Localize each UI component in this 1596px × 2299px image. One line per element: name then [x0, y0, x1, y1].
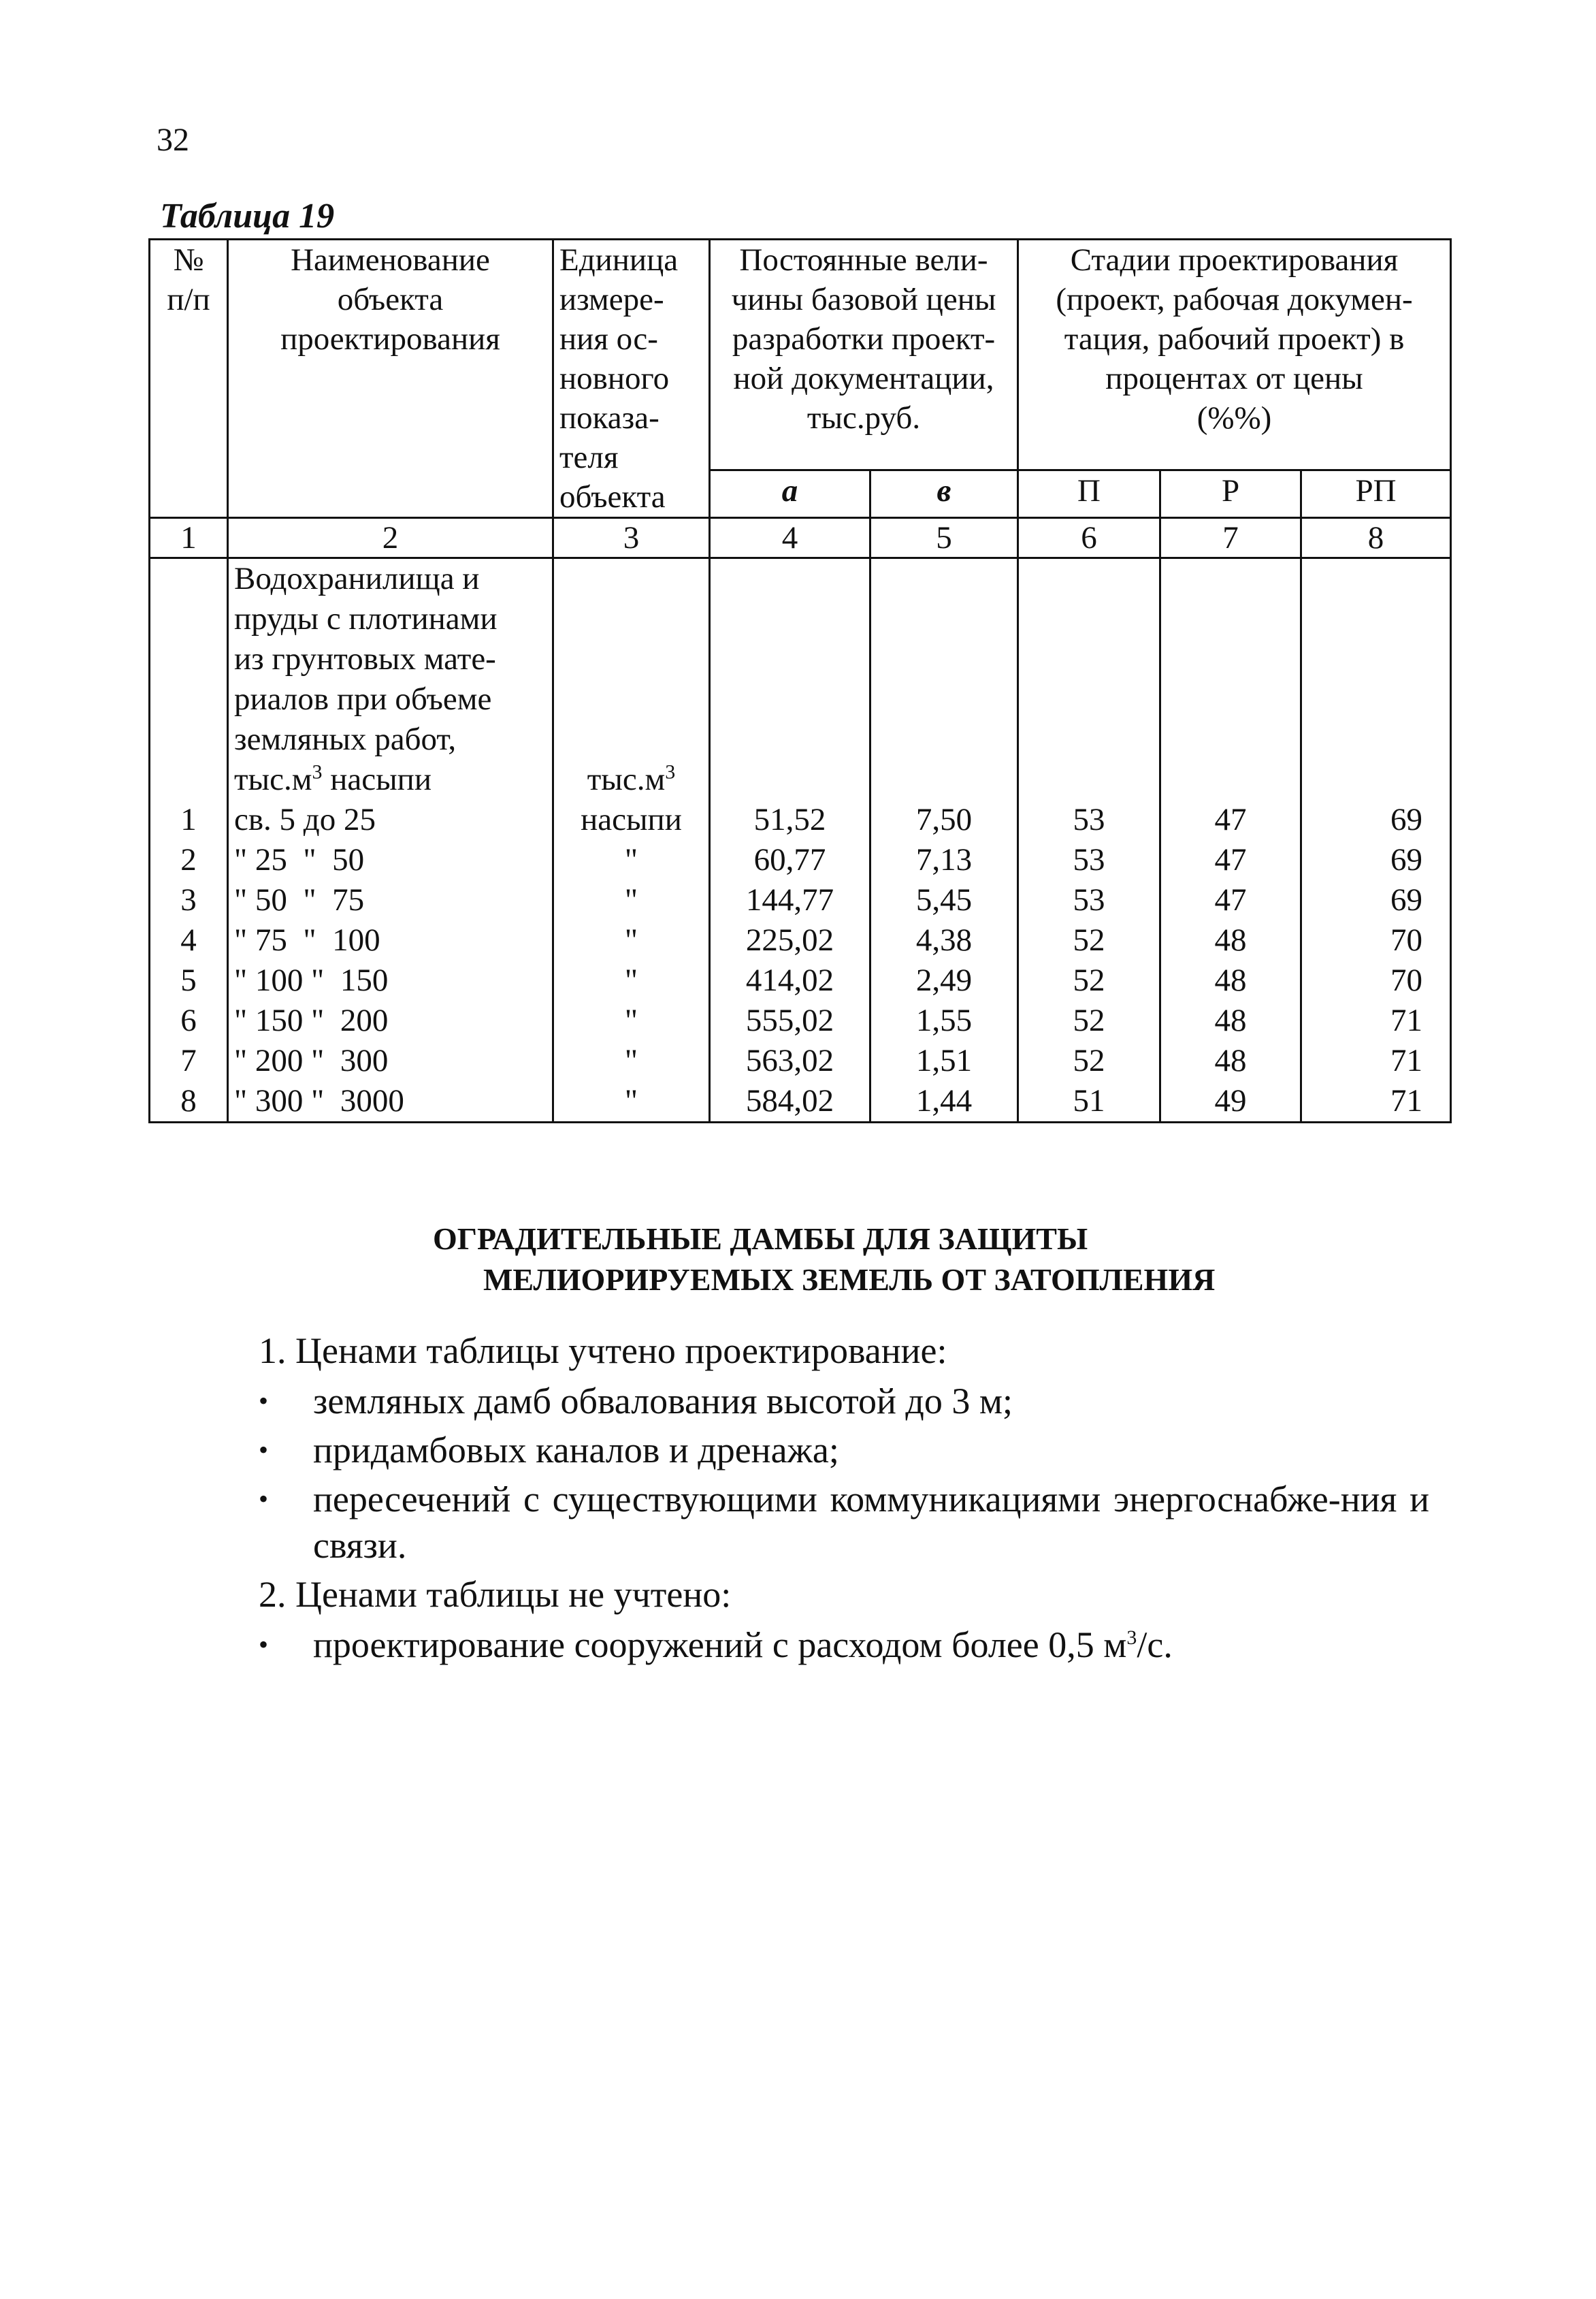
paragraph-2: 2. Ценами таблицы не учтено:	[259, 1574, 732, 1615]
bullet-item	[259, 1378, 1429, 1424]
blank-line	[559, 679, 703, 720]
group-description-line: Водохранилища и	[234, 561, 480, 596]
table-cell: 69	[1390, 802, 1423, 837]
header-stages-line: тация, рабочий проект) в	[1064, 321, 1405, 357]
price-table	[148, 238, 1452, 1123]
bullet-icon: •	[259, 1483, 269, 1514]
table-body-row	[150, 558, 1451, 1123]
header-sub-p: П	[1018, 470, 1160, 517]
table-cell: 2	[180, 842, 197, 878]
header-unit-line: новного	[559, 361, 670, 396]
table-cell: св. 5 до 25	[234, 802, 376, 837]
table-cell: 144,77	[745, 882, 834, 918]
blank-line	[1167, 720, 1294, 760]
blank-line	[156, 720, 221, 760]
col-name-cell	[228, 558, 553, 1123]
table-cell: 8	[180, 1083, 197, 1119]
header-stages-line: (проект, рабочая докумен-	[1056, 282, 1413, 317]
col-num-cell	[150, 558, 228, 1123]
blank-line	[1024, 679, 1154, 720]
blank-line	[1024, 760, 1154, 800]
table-cell: 563,02	[745, 1043, 834, 1078]
blank-line	[156, 599, 221, 639]
blank-line	[716, 559, 864, 599]
blank-line	[1307, 720, 1422, 760]
header-sub-a: а	[710, 470, 870, 517]
blank-line	[156, 760, 221, 800]
header-const-line: чины базовой цены	[731, 282, 996, 317]
table-cell: 53	[1073, 802, 1105, 837]
header-sub-rp: РП	[1301, 470, 1451, 517]
blank-line	[1307, 679, 1422, 720]
superscript: 3	[665, 760, 676, 784]
header-name	[228, 240, 553, 518]
col-number: 8	[1301, 518, 1451, 558]
table-cell: "	[624, 1043, 638, 1078]
bullet-icon: •	[259, 1629, 269, 1660]
table-cell: 70	[1390, 963, 1423, 998]
superscript: 3	[1126, 1626, 1137, 1649]
header-unit	[553, 240, 710, 518]
blank-line	[1307, 559, 1422, 599]
table-cell: 69	[1390, 842, 1423, 878]
table-cell: 584,02	[745, 1083, 834, 1119]
table-cell: 52	[1073, 922, 1105, 958]
table-cell: 52	[1073, 1003, 1105, 1038]
group-description-line: земляных работ,	[234, 722, 457, 757]
blank-line	[877, 599, 1011, 639]
header-const-line: разработки проект-	[732, 321, 996, 357]
blank-line	[1024, 639, 1154, 679]
bullet-text: придамбовых каналов и дренажа;	[313, 1430, 839, 1470]
bullet-text: земляных дамб обвалования высотой до 3 м;	[313, 1381, 1013, 1421]
header-const-line: Постоянные вели-	[739, 242, 988, 278]
blank-line	[1024, 599, 1154, 639]
table-cell: "	[624, 882, 638, 918]
table-cell: " 25 " 50	[234, 842, 365, 878]
table-cell: 71	[1390, 1003, 1423, 1038]
col-unit-cell	[553, 558, 710, 1123]
blank-line	[1024, 559, 1154, 599]
col-number: 3	[553, 518, 710, 558]
table-cell: 4	[180, 922, 197, 958]
col-b-cell	[870, 558, 1018, 1123]
superscript: 3	[312, 760, 323, 784]
table-cell: " 300 " 3000	[234, 1083, 404, 1119]
bullet-item	[259, 1427, 1429, 1473]
table-cell: 7,50	[915, 802, 973, 837]
blank-line	[1167, 639, 1294, 679]
bullet-text	[313, 1622, 1429, 1668]
table-cell: 51,52	[753, 802, 826, 837]
table-cell: 7,13	[915, 842, 973, 878]
bullet-icon: •	[259, 1434, 269, 1465]
header-stages-line: (%%)	[1196, 400, 1272, 436]
header-stages	[1018, 240, 1451, 470]
section-heading	[272, 1219, 1361, 1300]
header-num	[150, 240, 228, 518]
table-cell: 4,38	[915, 922, 973, 958]
table-cell: "	[624, 1003, 638, 1038]
group-description-line: пруды с плотинами	[234, 601, 498, 637]
table-cell: 48	[1214, 963, 1247, 998]
table-cell: 53	[1073, 842, 1105, 878]
table-cell: " 150 " 200	[234, 1003, 389, 1038]
table-cell: " 200 " 300	[234, 1043, 389, 1078]
blank-line	[716, 760, 864, 800]
blank-line	[716, 639, 864, 679]
table-cell: 53	[1073, 882, 1105, 918]
header-unit-line: показа-	[559, 400, 659, 436]
header-unit-line: теля	[559, 440, 619, 475]
bullet-item	[259, 1476, 1429, 1569]
header-row-1	[150, 240, 1451, 470]
table-cell: " 100 " 150	[234, 963, 389, 998]
header-name-line: объекта	[337, 282, 444, 317]
header-stages-line: процентах от цены	[1105, 361, 1363, 396]
header-unit-line: ния ос-	[559, 321, 658, 357]
table-cell: 47	[1214, 802, 1247, 837]
table-cell: " 50 " 75	[234, 882, 365, 918]
blank-line	[716, 720, 864, 760]
col-number: 7	[1160, 518, 1301, 558]
table-cell: 71	[1390, 1043, 1423, 1078]
table-cell: 52	[1073, 1043, 1105, 1078]
bullet-text: пересечений с существующими коммуникациями энергоснабже-ния и связи.	[313, 1479, 1429, 1566]
table-cell: 51	[1073, 1083, 1105, 1119]
blank-line	[1024, 720, 1154, 760]
table-cell: " 75 " 100	[234, 922, 380, 958]
table-cell: 414,02	[745, 963, 834, 998]
group-description-line: риалов при объеме	[234, 681, 492, 717]
col-a-cell	[710, 558, 870, 1123]
blank-line	[1167, 760, 1294, 800]
col-number: 6	[1018, 518, 1160, 558]
table-cell: 70	[1390, 922, 1423, 958]
blank-line	[559, 559, 703, 599]
bullet-item	[259, 1622, 1429, 1668]
table-cell: 555,02	[745, 1003, 834, 1038]
table-title: Таблица 19	[160, 197, 335, 236]
table-cell: 49	[1214, 1083, 1247, 1119]
header-const-line: ной документации,	[733, 361, 994, 396]
header-name-line: Наименование	[291, 242, 490, 278]
table-cell: 47	[1214, 842, 1247, 878]
blank-line	[1167, 599, 1294, 639]
section-heading-line-1: ОГРАДИТЕЛЬНЫЕ ДАМБЫ ДЛЯ ЗАЩИТЫ	[433, 1221, 1088, 1256]
bullet-text-main: проектирование сооружений с расходом более 0,5 м	[313, 1624, 1127, 1665]
table-cell: "	[624, 922, 638, 958]
table-cell: "	[624, 963, 638, 998]
header-num-line: №	[173, 242, 204, 278]
column-number-row	[150, 518, 1451, 558]
bullet-icon: •	[259, 1385, 269, 1416]
table-cell: 6	[180, 1003, 197, 1038]
blank-line	[877, 639, 1011, 679]
blank-line	[1167, 679, 1294, 720]
blank-line	[1307, 639, 1422, 679]
blank-line	[559, 599, 703, 639]
table-cell: 5	[180, 963, 197, 998]
col-number: 4	[710, 518, 870, 558]
table-cell: 71	[1390, 1083, 1423, 1119]
col-number: 2	[228, 518, 553, 558]
table-cell: "	[624, 842, 638, 878]
col-r-cell	[1160, 558, 1301, 1123]
table-cell: 60,77	[753, 842, 826, 878]
header-unit-line: объекта	[559, 479, 666, 515]
blank-line	[1307, 760, 1422, 800]
col-number: 5	[870, 518, 1018, 558]
page-number: 32	[157, 122, 189, 158]
header-stages-line: Стадии проектирования	[1070, 242, 1399, 278]
table-cell: 48	[1214, 922, 1247, 958]
col-p-cell	[1018, 558, 1160, 1123]
section-heading-line-2: МЕЛИОРИРУЕМЫХ ЗЕМЕЛЬ ОТ ЗАТОПЛЕНИЯ	[483, 1262, 1216, 1297]
blank-line	[1167, 559, 1294, 599]
col-rp-cell	[1301, 558, 1451, 1123]
table-cell: 1,51	[915, 1043, 973, 1078]
blank-line	[877, 559, 1011, 599]
table-cell: 48	[1214, 1003, 1247, 1038]
table-cell: насыпи	[581, 802, 682, 837]
blank-line	[559, 720, 703, 760]
blank-line	[877, 760, 1011, 800]
unit-label: $тыс.м^3$	[587, 760, 676, 797]
table-cell: 3	[180, 882, 197, 918]
blank-line	[877, 720, 1011, 760]
group-description-line: из грунтовых мате-	[234, 641, 496, 677]
header-const-line: тыс.руб.	[807, 400, 921, 436]
table-cell: 2,49	[915, 963, 973, 998]
header-name-line: проектирования	[280, 321, 500, 357]
table-cell: 1	[180, 802, 197, 837]
table-cell: 1,44	[915, 1083, 973, 1119]
table-cell: 48	[1214, 1043, 1247, 1078]
table-cell: 52	[1073, 963, 1105, 998]
table-cell: 7	[180, 1043, 197, 1078]
blank-line	[156, 679, 221, 720]
blank-line	[716, 679, 864, 720]
group-description-line: $тыс.м^3$ насыпи	[234, 760, 431, 797]
header-sub-r: Р	[1160, 470, 1301, 517]
header-sub-b: в	[870, 470, 1018, 517]
table-cell: 69	[1390, 882, 1423, 918]
header-unit-line: Единица	[559, 242, 679, 278]
header-const	[710, 240, 1018, 470]
table-cell: 5,45	[915, 882, 973, 918]
blank-line	[156, 559, 221, 599]
paragraph-1: 1. Ценами таблицы учтено проектирование:	[259, 1330, 947, 1371]
table-cell: 47	[1214, 882, 1247, 918]
table-cell: "	[624, 1083, 638, 1119]
bullet-text-tail: /с.	[1137, 1624, 1173, 1665]
blank-line	[716, 599, 864, 639]
blank-line	[559, 639, 703, 679]
blank-line	[1307, 599, 1422, 639]
blank-line	[877, 679, 1011, 720]
table-cell: 1,55	[915, 1003, 973, 1038]
table-cell: 225,02	[745, 922, 834, 958]
body-text	[259, 1328, 1429, 1671]
blank-line	[156, 639, 221, 679]
header-unit-line: измере-	[559, 282, 664, 317]
header-num-line: п/п	[167, 282, 210, 317]
col-number: 1	[150, 518, 228, 558]
